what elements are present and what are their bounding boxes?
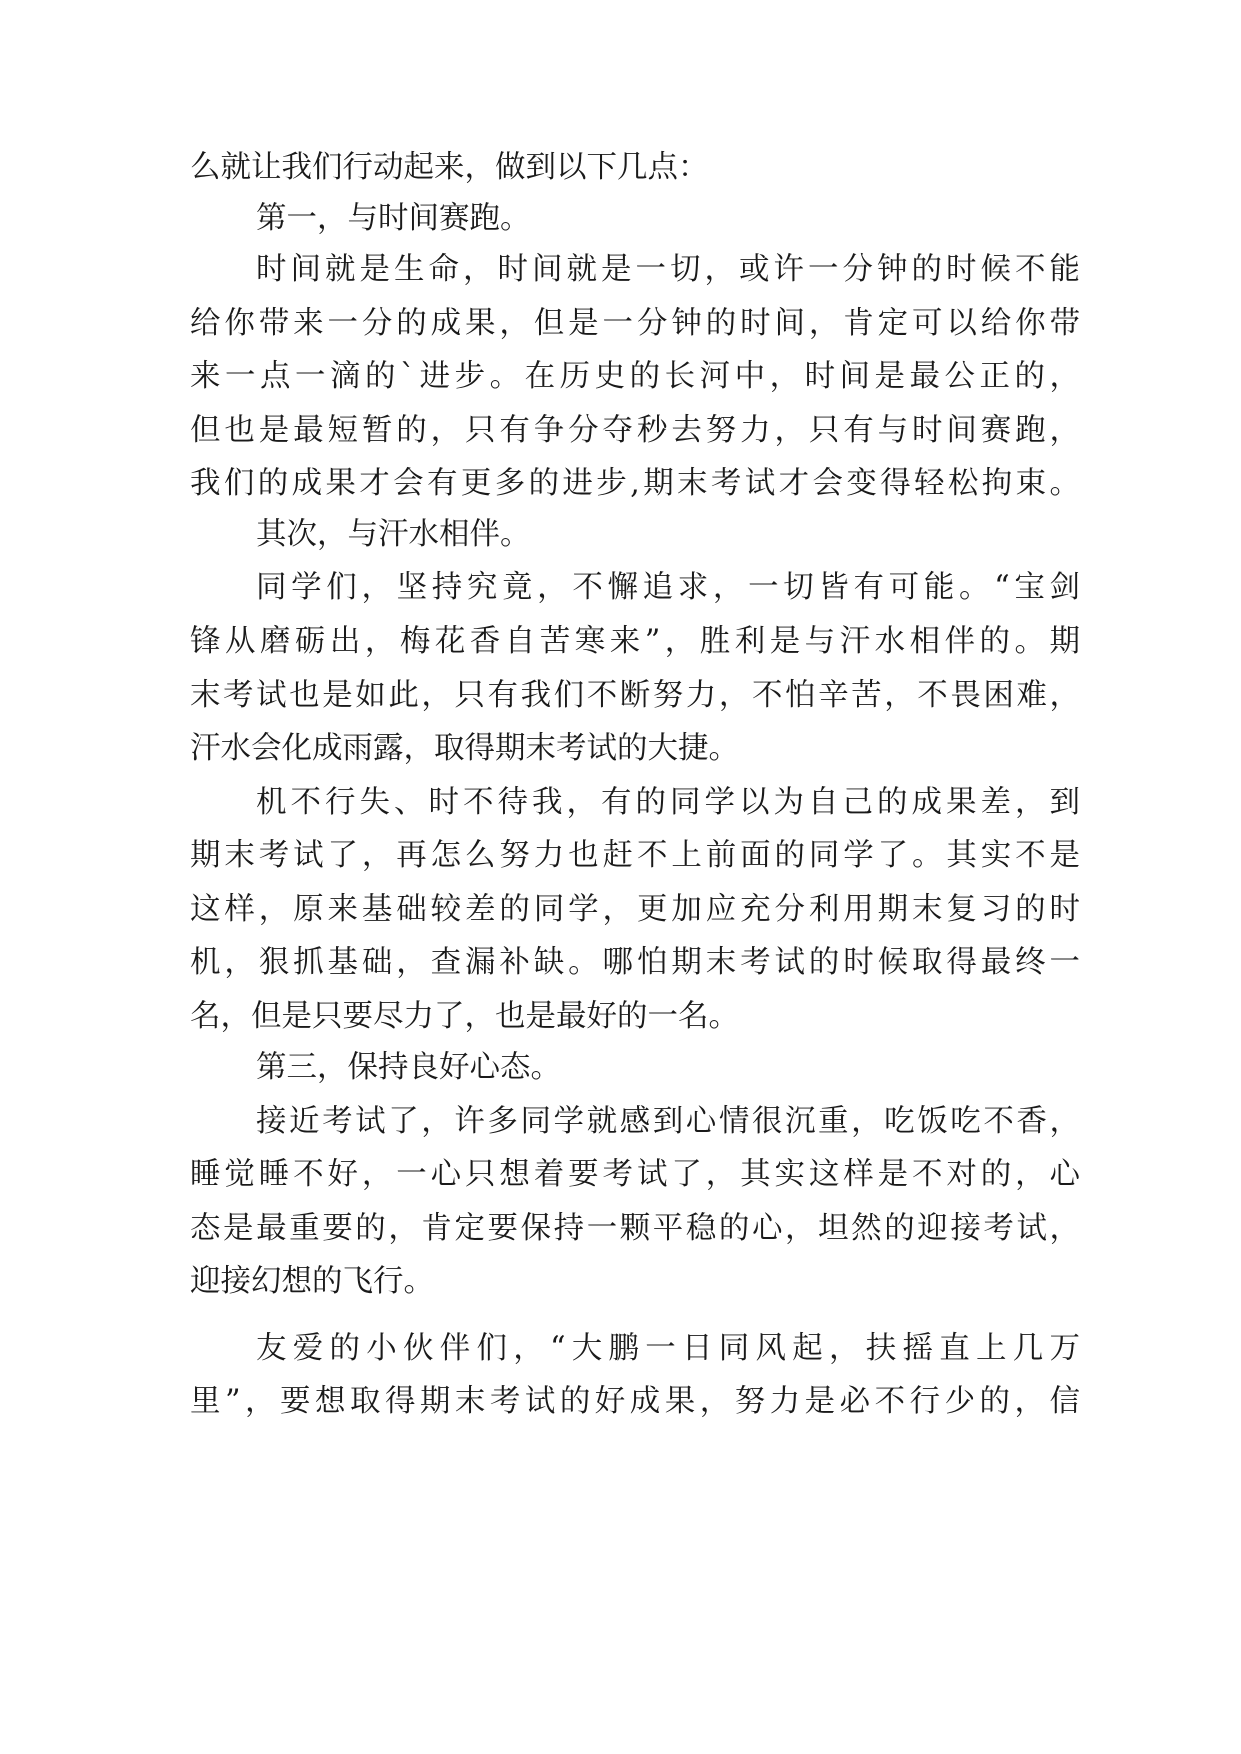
text-line-11: 末考试也是如此，只有我们不断努力，不怕辛苦，不畏困难，	[190, 678, 1080, 713]
text-line-13: 机不行失、时不待我，有的同学以为自己的成果差，到	[256, 785, 1080, 820]
text-line-20: 睡觉睡不好，一心只想着要考试了，其实这样是不对的，心	[190, 1157, 1080, 1192]
text-line-9: 同学们，坚持究竟，不懈追求，一切皆有可能。“宝剑	[256, 570, 1080, 605]
text-line-14: 期末考试了，再怎么努力也赶不上前面的同学了。其实不是	[190, 838, 1080, 873]
heading-first-point: 第一，与时间赛跑。	[256, 201, 531, 236]
text-line-3: 时间就是生命，时间就是一切，或许一分钟的时候不能	[256, 252, 1080, 287]
text-line-1: 么就让我们行动起来，做到以下几点：	[190, 150, 709, 185]
text-line-21: 态是最重要的，肯定要保持一颗平稳的心，坦然的迎接考试，	[190, 1211, 1080, 1246]
text-line-22: 迎接幻想的飞行。	[190, 1264, 434, 1299]
text-line-24: 里”，要想取得期末考试的好成果，努力是必不行少的，信	[190, 1384, 1080, 1419]
text-line-7: 我们的成果才会有更多的进步,期末考试才会变得轻松拘束。	[190, 466, 1080, 501]
text-line-4: 给你带来一分的成果，但是一分钟的时间，肯定可以给你带	[190, 306, 1080, 341]
text-line-17: 名，但是只要尽力了，也是最好的一名。	[190, 999, 739, 1034]
heading-second-point: 其次，与汗水相伴。	[256, 517, 531, 552]
text-line-10: 锋从磨砺出，梅花香自苦寒来”，胜利是与汗水相伴的。期	[190, 624, 1080, 659]
text-line-5: 来一点一滴的`进步。在历史的长河中，时间是最公正的，	[190, 359, 1080, 394]
heading-third-point: 第三，保持良好心态。	[256, 1050, 561, 1085]
text-line-15: 这样，原来基础较差的同学，更加应充分利用期末复习的时	[190, 892, 1080, 927]
text-line-16: 机，狠抓基础，查漏补缺。哪怕期末考试的时候取得最终一	[190, 945, 1080, 980]
text-line-23: 友爱的小伙伴们，“大鹏一日同风起，扶摇直上几万	[256, 1331, 1080, 1366]
text-line-19: 接近考试了，许多同学就感到心情很沉重，吃饭吃不香，	[256, 1104, 1080, 1139]
text-line-12: 汗水会化成雨露，取得期末考试的大捷。	[190, 731, 739, 766]
text-line-6: 但也是最短暂的，只有争分夺秒去努力，只有与时间赛跑，	[190, 413, 1080, 448]
